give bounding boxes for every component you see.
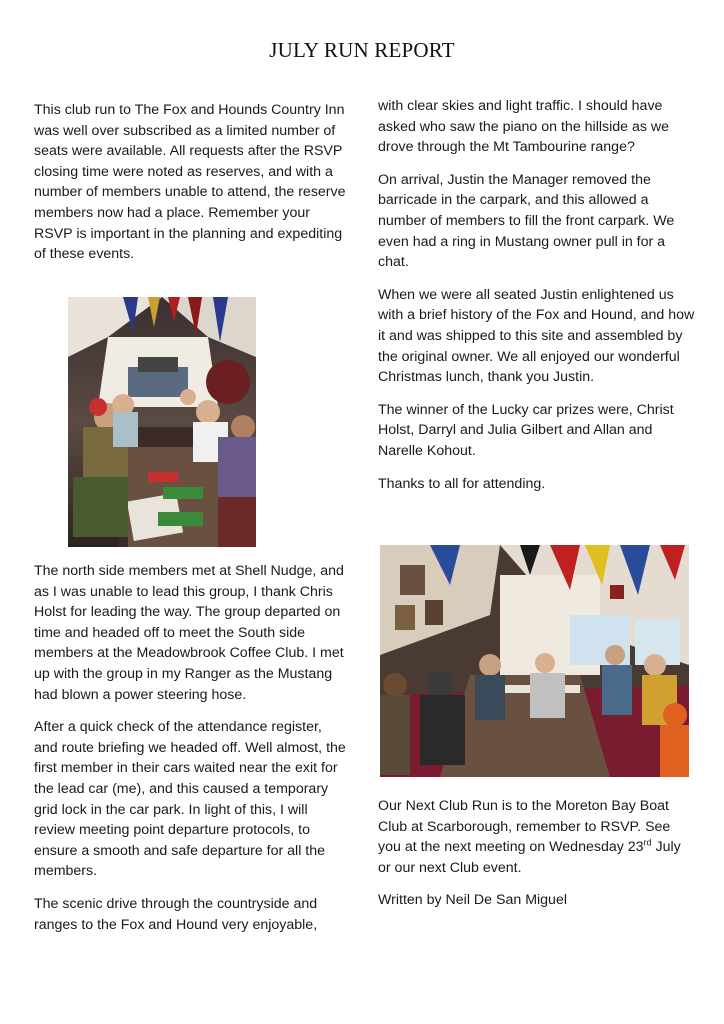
left-column-lower <box>34 561 346 947</box>
right-column-lower <box>378 796 696 923</box>
left-column <box>34 100 346 277</box>
page-title: JULY RUN REPORT <box>269 38 455 62</box>
next-club-run-paragraph <box>378 796 696 878</box>
photo-christmas-lunch-table-icon <box>68 297 256 547</box>
scenic-drive-paragraph: The scenic drive through the countryside and ranges to the Fox and Hound very enjoyable, <box>34 895 318 933</box>
christmas-lunch-photo <box>68 297 256 547</box>
thanks-paragraph: Thanks to all for attending. <box>378 475 546 492</box>
north-side-paragraph: The north side members met at Shell Nudge, and as I was unable to lead this group, I thank Chris Holst for leading the way. The group departed on time and headed off to meet the South side members at the Meadowbrook Coffee Club. I met up with the group in my Ranger as the Mustang had blown a power steering hose. <box>34 563 344 703</box>
history-paragraph: When we were all seated Justin enlightened us with a brief history of the Fox and Hound, and how it and was shipped to this site and assembled by the original owner. We all enjoyed our wonderful Christmas lunch, thank you Justin. <box>378 286 695 386</box>
prize-winners-paragraph: The winner of the Lucky car prizes were, Christ Holst, Darryl and Julia Gilbert and Allan and Narelle Kohout. <box>378 401 674 459</box>
next-run-text-end: July or our next Club event. <box>378 839 681 876</box>
dining-hall-photo <box>380 545 689 777</box>
clear-skies-paragraph: with clear skies and light traffic. I should have asked who saw the piano on the hillside as we drove through the Mt Tambourine range? <box>378 98 670 156</box>
author-line: Written by Neil De San Miguel <box>378 892 567 909</box>
photo-dining-hall-wide-icon <box>380 545 689 777</box>
right-column <box>378 96 696 506</box>
next-run-text: Our Next Club Run is to the Moreton Bay Boat Club at Scarborough, remember to RSVP. See you at the next meeting on Wednesday 23 <box>378 798 671 856</box>
attendance-paragraph: After a quick check of the attendance register, and route briefing we headed off. Well almost, the first member in their cars waited near the exit for the lead car (me), and this caused a temporary grid lock in the car park. In light of this, I will review meeting point departure protocols, to ensure a smooth and safe departure for all the members. <box>34 719 346 880</box>
arrival-paragraph: On arrival, Justin the Manager removed the barricade in the carpark, and this allowed a number of members to fill the front carpark. We even had a ring in Mustang owner pull in for a chat. <box>378 171 675 271</box>
ordinal-suffix: rd <box>643 837 652 848</box>
intro-paragraph: This club run to The Fox and Hounds Country Inn was well over subscribed as a limited number of seats were available. All requests after the RSVP closing time were noted as reserves, and with a number of members unable to attend, the reserve members now had a place. Remember your RSVP is important in the planning and expediting of these events. <box>34 102 346 263</box>
